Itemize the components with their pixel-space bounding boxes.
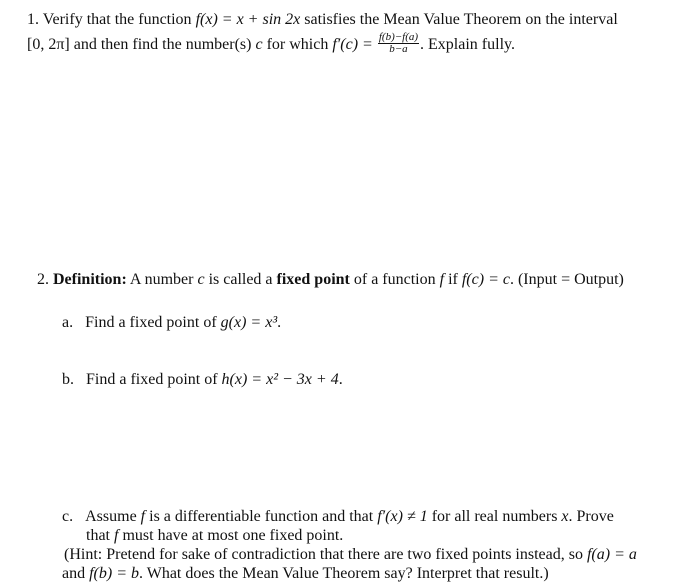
q2c-text-3: for all real numbers <box>427 508 562 525</box>
q2c-text-2: is a differentiable function and that <box>145 508 378 525</box>
q2c-label: c. <box>62 508 74 525</box>
q2c-hint-expression-1: f(a) = a <box>586 546 637 563</box>
q2c-text-6: must have at most one fixed point. <box>118 527 344 544</box>
q2-text-4: if <box>444 271 462 288</box>
q2c-hint-expression-2: f(b) = b <box>89 565 140 582</box>
q2-c: c <box>197 271 205 288</box>
q1-text-3: and then find the number(s) <box>69 36 256 54</box>
q2-f: f <box>439 271 445 288</box>
question-2c-hint-line-2 <box>62 564 549 584</box>
question-2c-line-2 <box>86 526 343 546</box>
question-1-number: 1. <box>27 11 39 28</box>
q1-fraction <box>378 32 419 55</box>
q2c-text-4: . Prove <box>568 508 614 525</box>
q2c-x: x <box>561 508 569 525</box>
question-2a <box>62 313 281 333</box>
q2-definition-label: Definition: <box>53 271 127 288</box>
q2a-end: . <box>277 314 282 331</box>
q2b-label: b. <box>62 371 74 388</box>
q1-fraction-denominator: b−a <box>389 43 408 55</box>
q2b-text: Find a fixed point of <box>86 371 222 388</box>
q1-interval: [0, 2π] <box>27 36 70 54</box>
q2-text-2: is called a <box>204 271 277 288</box>
q1-fraction-numerator: f(b)−f(a) <box>378 31 419 43</box>
q1-text-2: satisfies the Mean Value Theorem on the interval <box>300 11 618 28</box>
q2c-hint-text-3: . What does the Mean Value Theorem say? Interpret that result.) <box>139 565 549 582</box>
question-2b <box>62 370 343 390</box>
q2a-text: Find a fixed point of <box>85 314 221 331</box>
q1-text-1: Verify that the function <box>39 11 196 28</box>
q2a-expression: g(x) = x³ <box>220 314 278 331</box>
question-2c-hint-line-1 <box>64 545 637 565</box>
q2b-expression: h(x) = x² − 3x + 4 <box>221 371 339 388</box>
q2-text-5: . (Input = Output) <box>509 271 624 288</box>
q2b-end: . <box>338 371 343 388</box>
q2c-text-5: that <box>86 527 114 544</box>
q2c-hint-text-1: (Hint: Pretend for sake of contradiction that there are two fixed points instead, so <box>64 546 587 563</box>
question-2-definition <box>37 270 624 290</box>
q2c-expression: f′(x) ≠ 1 <box>377 508 428 525</box>
q2a-label: a. <box>62 314 74 331</box>
q1-function: f(x) = x + sin 2x <box>195 11 301 28</box>
q1-text-4: for which <box>262 36 333 54</box>
q2-term: fixed point <box>276 271 350 288</box>
q2-text-1: A number <box>126 271 198 288</box>
question-1-line-1 <box>27 10 618 30</box>
q2c-text-1: Assume <box>85 508 141 525</box>
q1-derivative: f′(c) = <box>332 36 373 54</box>
q2c-f-1: f <box>140 508 146 525</box>
q2-condition: f(c) = c <box>461 271 510 288</box>
q1-c: c <box>255 36 263 54</box>
q2-text-3: of a function <box>349 271 440 288</box>
question-2c-line-1 <box>62 507 614 527</box>
question-1-line-2 <box>27 31 515 57</box>
q2c-f-2: f <box>114 527 119 544</box>
q2c-hint-text-2: and <box>62 565 90 582</box>
question-2-number: 2. <box>37 271 49 288</box>
q1-text-5: . Explain fully. <box>420 36 515 54</box>
